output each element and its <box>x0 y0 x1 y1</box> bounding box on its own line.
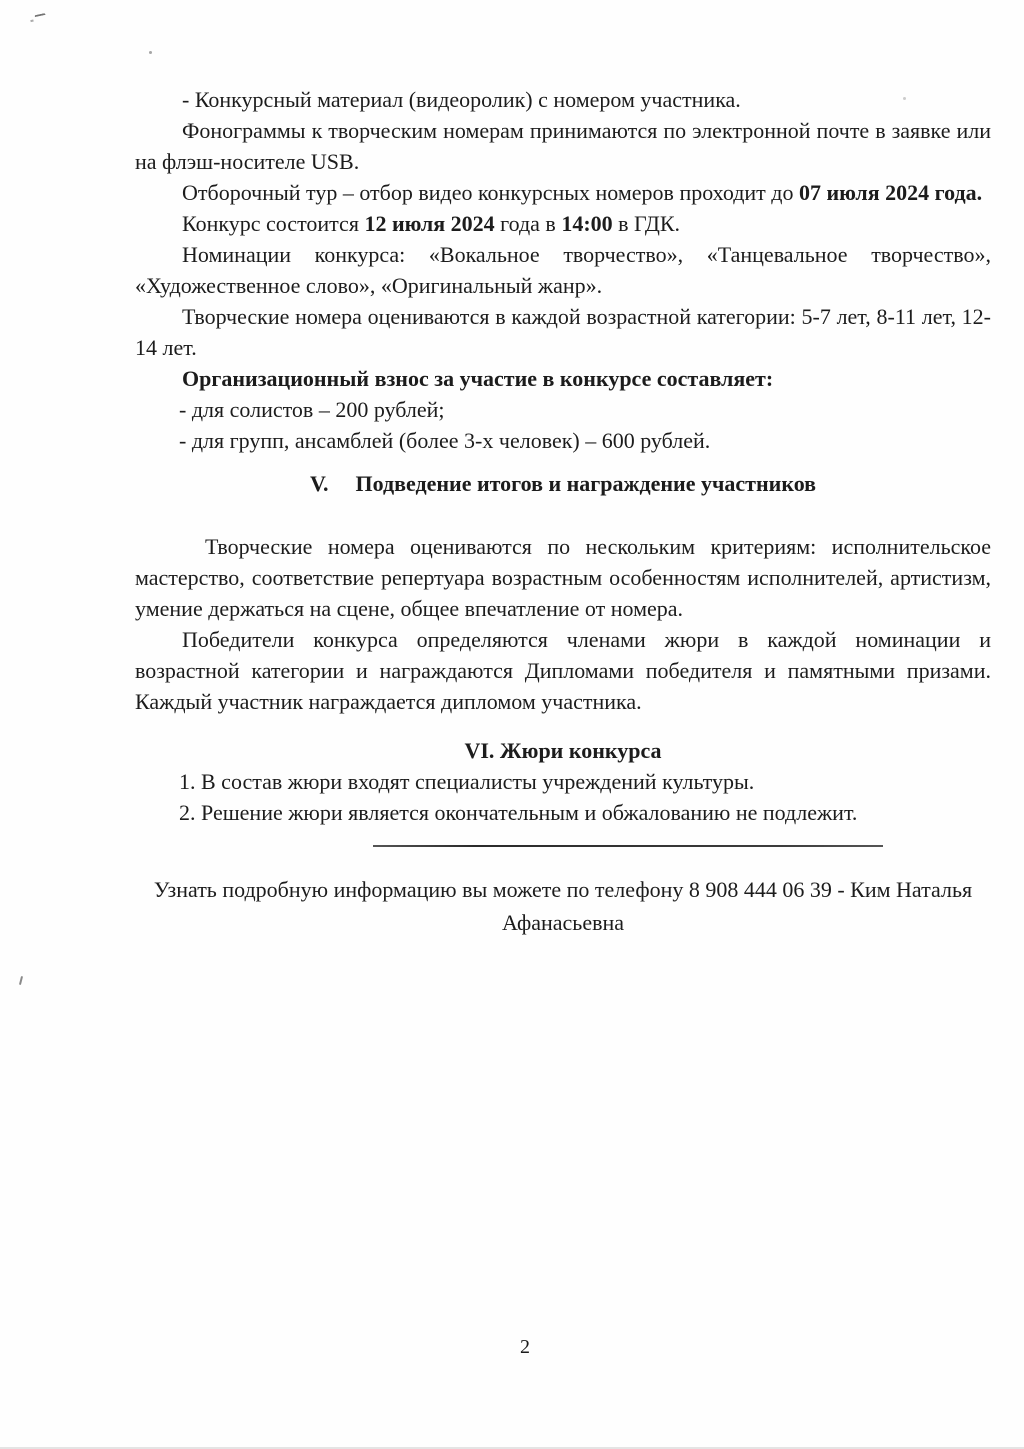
document-body <box>135 84 991 939</box>
paragraph-age-categories: Творческие номера оцениваются в каждой возрастной категории: 5-7 лет, 8-11 лет, 12-14 лет. <box>135 304 991 360</box>
paragraph-competition-material: - Конкурсный материал (видеоролик) с номером участника. <box>182 87 741 112</box>
scan-artifact <box>19 976 23 985</box>
text-run: Отборочный тур – отбор видео конкурсных номеров проходит до <box>182 180 799 205</box>
deadline-date-bold: 07 июля 2024 года. <box>798 180 983 205</box>
jury-item-2: 2. Решение жюри является окончательным и обжалованию не подлежит. <box>179 800 858 825</box>
text-run: в ГДК. <box>612 211 680 236</box>
contest-date-bold: 12 июля 2024 <box>364 211 495 236</box>
paragraph-winners: Победители конкурса определяются членами жюри в каждой номинации и возрастной категории и награждаются Дипломами победителя и памятными призами. Каждый участник награждается дипломом участника. <box>135 627 991 714</box>
fee-item-groups: - для групп, ансамблей (более 3-х человек) – 600 рублей. <box>179 428 711 453</box>
contact-info: Узнать подробную информацию вы можете по телефону 8 908 444 06 39 - Ким Наталья Афанасьевна <box>153 877 973 935</box>
paragraph-nominations: Номинации конкурса: «Вокальное творчество», «Танцевальное творчество», «Художественное слово», «Оригинальный жанр». <box>135 242 991 298</box>
jury-item-1: 1. В состав жюри входят специалисты учреждений культуры. <box>179 769 755 794</box>
contest-time-bold: 14:00 <box>561 211 613 236</box>
scan-artifact <box>34 13 46 22</box>
fee-heading: Организационный взнос за участие в конкурсе составляет: <box>182 366 774 391</box>
section-v-title: Подведение итогов и награждение участников <box>355 471 817 496</box>
section-vi-heading: VI. Жюри конкурса <box>464 738 662 763</box>
paragraph-criteria: Творческие номера оцениваются по нескольким критериям: исполнительское мастерство, соответствие репертуара возрастным особенностям исполнителей, артистизм, умение держаться на сцене, общее впечатление от номера. <box>135 534 991 621</box>
horizontal-divider <box>373 845 883 847</box>
section-v-number: V. <box>309 471 329 496</box>
fee-item-soloists: - для солистов – 200 рублей; <box>179 397 445 422</box>
text-run: года в <box>494 211 562 236</box>
page-number: 2 <box>520 1336 530 1358</box>
scan-artifact <box>149 51 152 54</box>
paragraph-qualifying-round <box>135 177 991 208</box>
text-run: Конкурс состоится <box>182 211 365 236</box>
section-v-heading <box>135 468 991 499</box>
paragraph-phonograms: Фонограммы к творческим номерам принимаются по электронной почте в заявке или на флэш-носителе USB. <box>135 118 991 174</box>
paragraph-contest-date <box>135 208 991 239</box>
